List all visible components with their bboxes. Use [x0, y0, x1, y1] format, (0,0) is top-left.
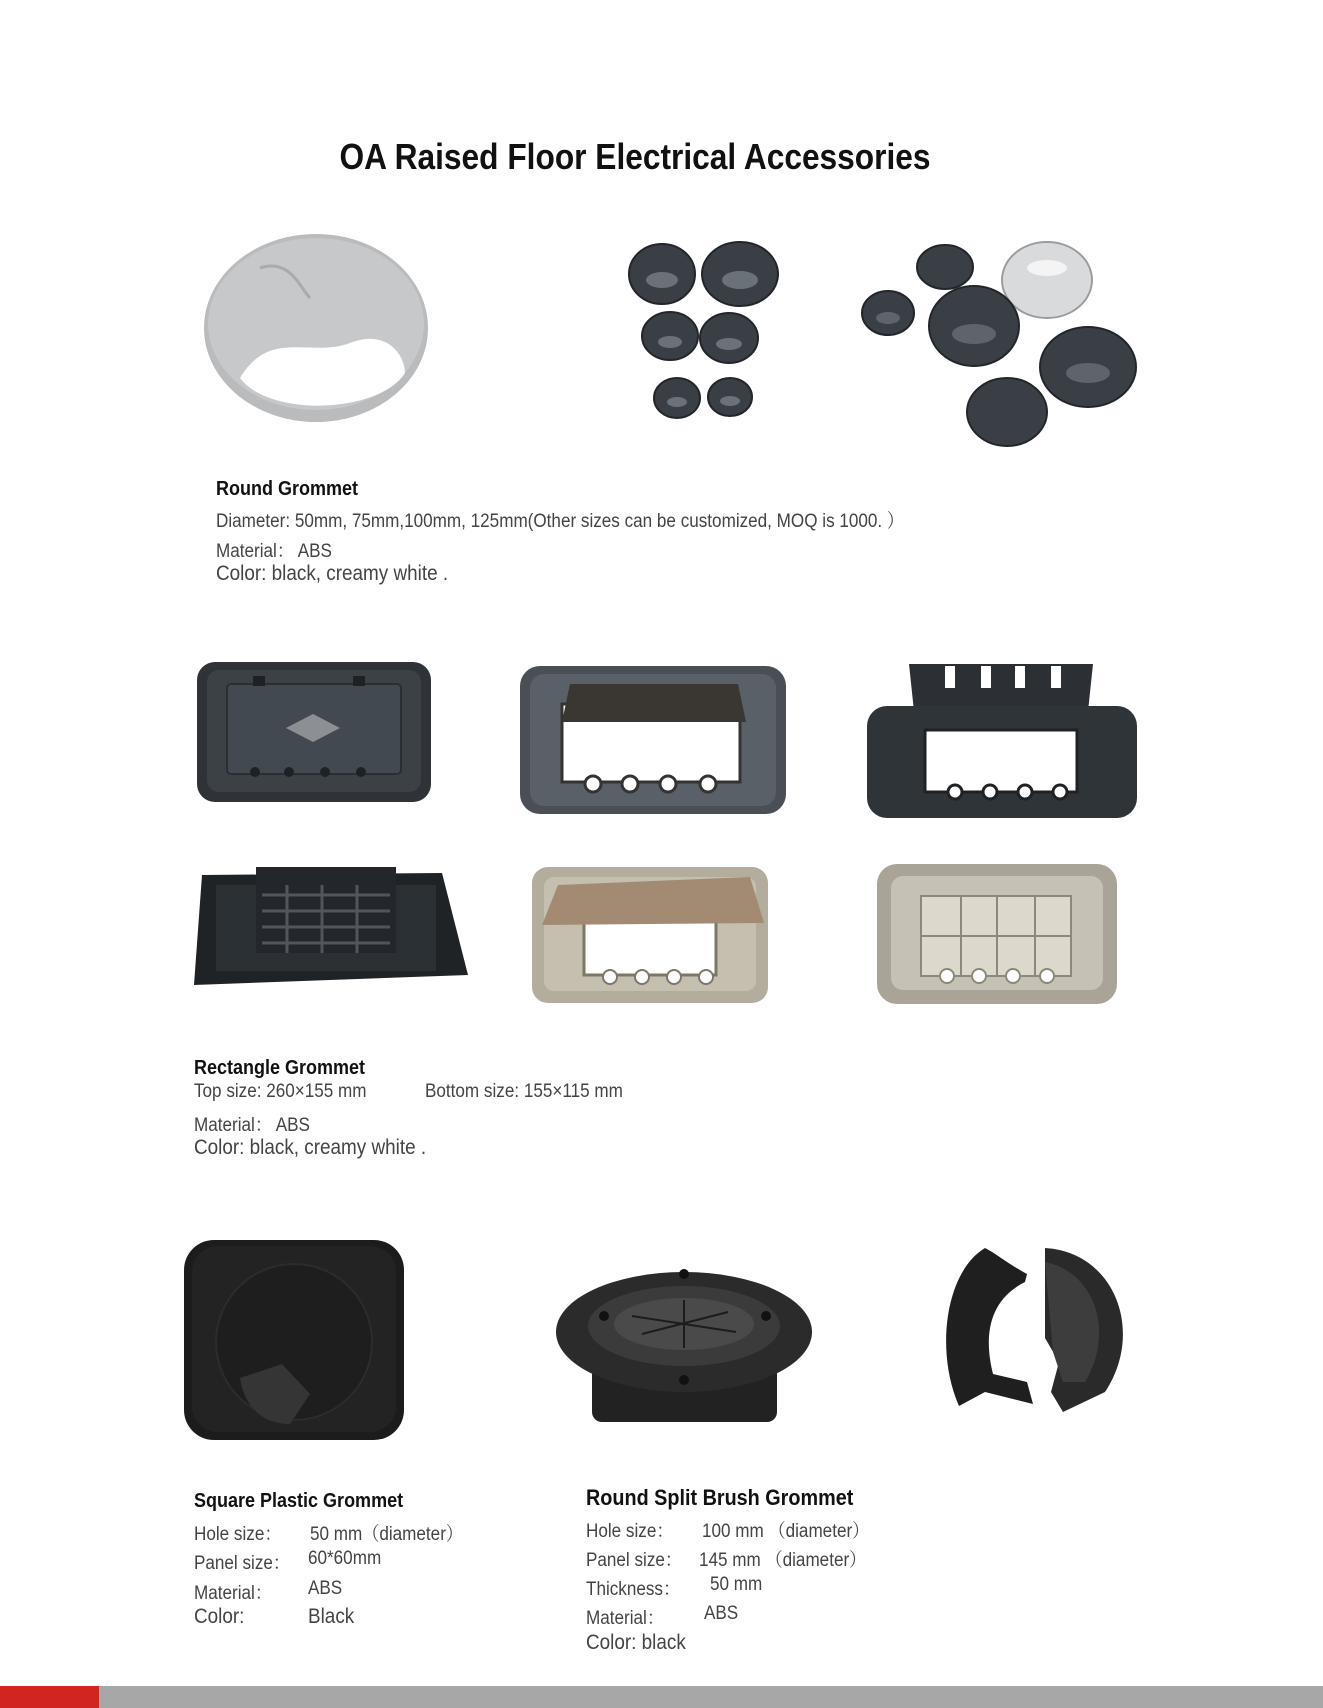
- round-grommet-diameter: Diameter: 50mm, 75mm,100mm, 125mm(Other sizes can be customized, MOQ is 1000. ）: [216, 511, 905, 532]
- rect-grommet-color: Color: black, creamy white .: [194, 1136, 427, 1159]
- footer-red-accent: [0, 1686, 99, 1708]
- brush-material-label: Material：: [586, 1608, 664, 1629]
- brush-thickness-label: Thickness：: [586, 1579, 681, 1600]
- rect-grommet-material: Material： ABS: [194, 1115, 310, 1136]
- footer-gray-bar: [0, 1686, 1323, 1708]
- square-grommet-image: [182, 1238, 407, 1443]
- brush-material-value: ABS: [704, 1603, 739, 1624]
- rect-grommet-open-image: [518, 662, 790, 817]
- round-grommet-material: Material： ABS: [216, 541, 332, 562]
- brush-grommet-split-image: [925, 1242, 1145, 1422]
- round-grommet-color: Color: black, creamy white .: [216, 562, 449, 585]
- square-grommet-heading: Square Plastic Grommet: [194, 1490, 404, 1512]
- round-grommet-gray-image: [200, 228, 435, 428]
- rect-grommet-lid-up-image: [865, 662, 1140, 820]
- square-material-value: ABS: [308, 1578, 343, 1599]
- rect-grommet-bottom-size: Bottom size: 155×115 mm: [425, 1081, 623, 1102]
- square-hole-value: 50 mm（diameter）: [310, 1524, 463, 1545]
- rect-grommet-top-size: Top size: 260×155 mm: [194, 1081, 367, 1102]
- rect-grommet-heading: Rectangle Grommet: [194, 1057, 366, 1079]
- round-grommet-heading: Round Grommet: [216, 478, 359, 500]
- brush-hole-label: Hole size：: [586, 1521, 674, 1542]
- round-grommet-black-set-image: [625, 240, 790, 425]
- brush-grommet-heading: Round Split Brush Grommet: [586, 1485, 854, 1510]
- square-panel-value: 60*60mm: [308, 1548, 382, 1569]
- rect-grommet-beige-frame-image: [875, 862, 1120, 1007]
- rect-grommet-closed-image: [195, 660, 435, 805]
- brush-hole-value: 100 mm （diameter）: [702, 1521, 870, 1542]
- brush-thickness-value: 50 mm: [710, 1574, 763, 1595]
- brush-color: Color: black: [586, 1631, 686, 1654]
- rect-grommet-grid-image: [192, 865, 470, 993]
- square-hole-label: Hole size：: [194, 1524, 282, 1545]
- brush-panel-label: Panel size：: [586, 1550, 683, 1571]
- brush-grommet-image: [552, 1262, 817, 1427]
- square-color-value: Black: [308, 1605, 355, 1628]
- square-material-label: Material：: [194, 1583, 272, 1604]
- square-panel-label: Panel size：: [194, 1553, 291, 1574]
- brush-panel-value: 145 mm （diameter）: [699, 1550, 867, 1571]
- square-color-label: Color:: [194, 1605, 245, 1628]
- rect-grommet-beige-open-image: [530, 865, 770, 1005]
- round-grommet-mixed-set-image: [855, 240, 1150, 450]
- page-title: OA Raised Floor Electrical Accessories: [339, 136, 931, 177]
